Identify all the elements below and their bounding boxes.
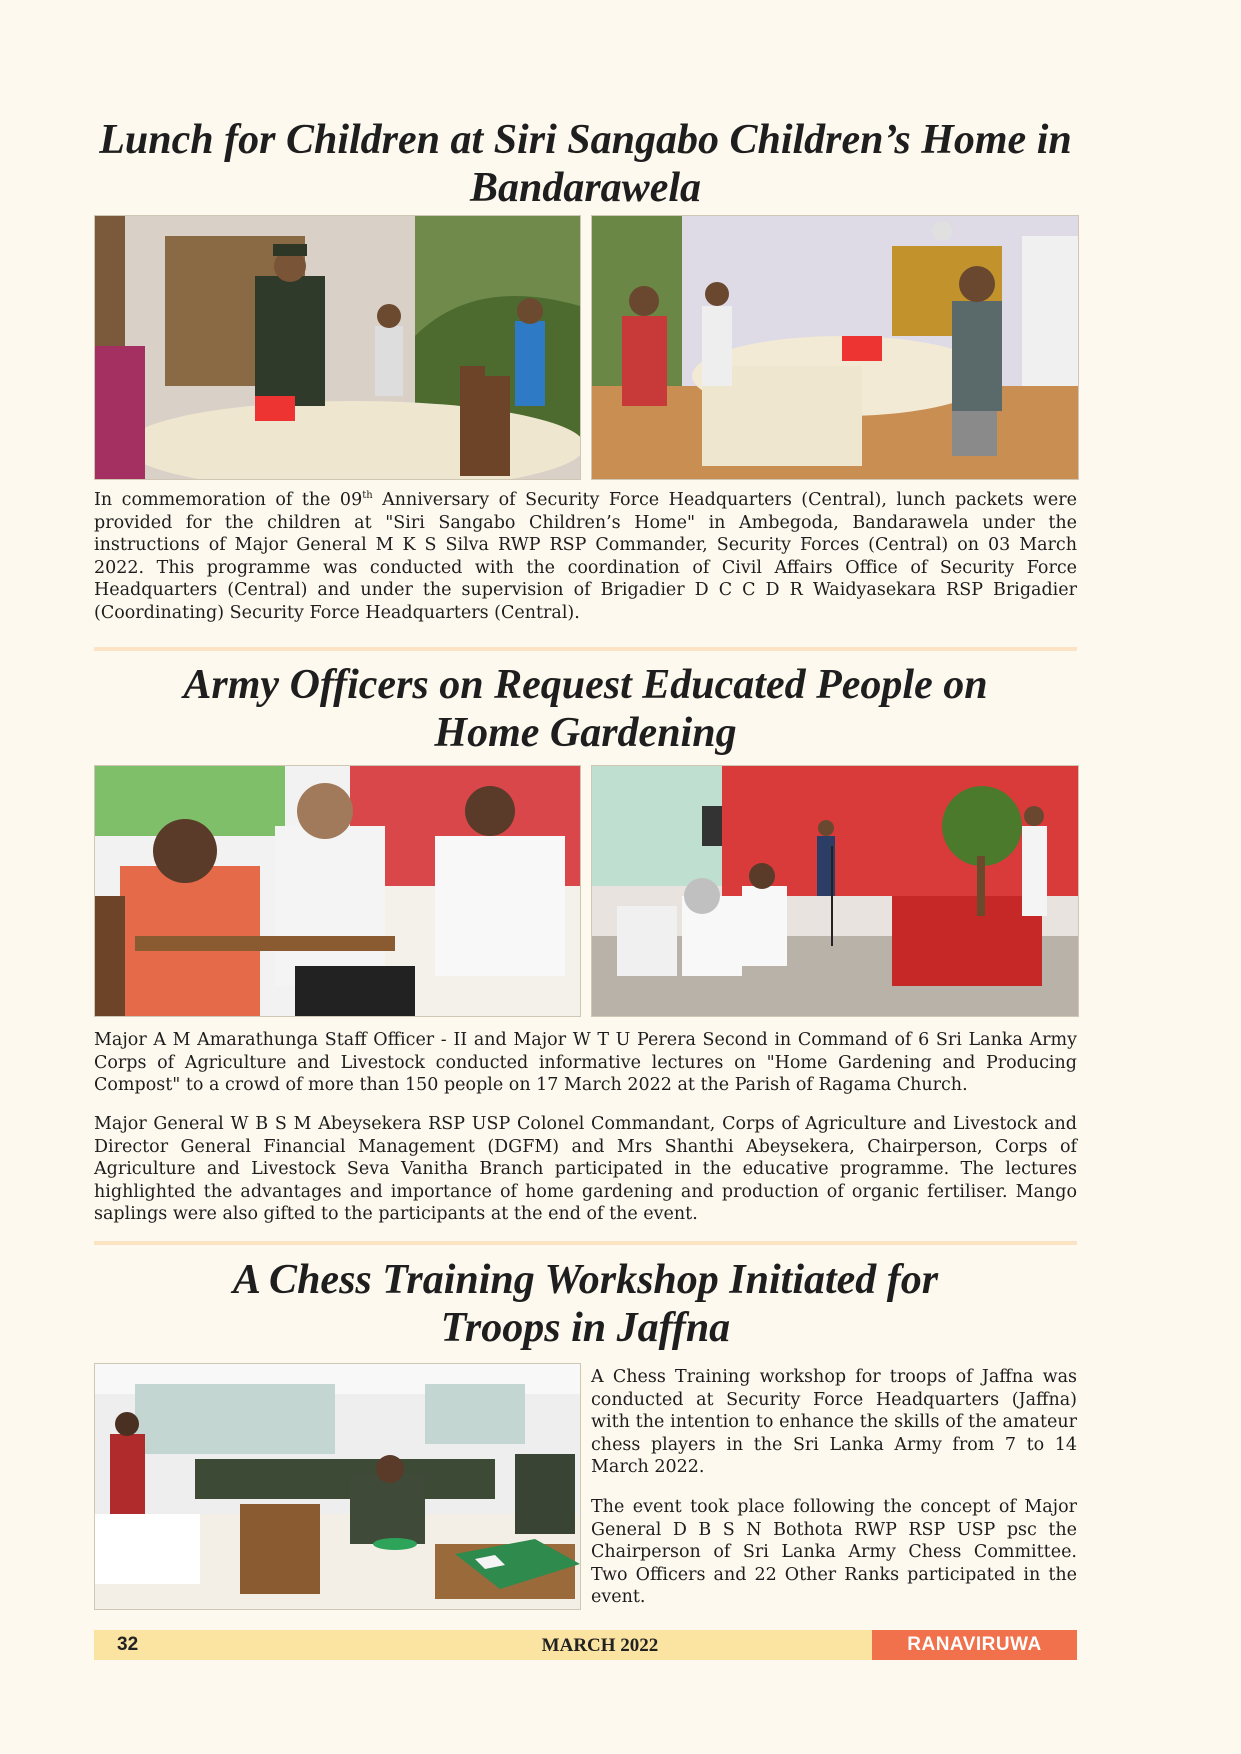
article-3-title-line-1: A Chess Training Workshop Initiated for: [232, 1257, 939, 1303]
article-1-title-line-1: Lunch for Children at Siri Sangabo Children’s Home in: [99, 117, 1072, 163]
article-1-body: [94, 489, 1077, 625]
article-3-title-line-2: Troops in Jaffna: [440, 1305, 731, 1351]
page-number: 32: [117, 1634, 139, 1655]
article-3-title: [94, 1256, 1077, 1352]
article-1-body-part-a: In commemoration of the 09: [94, 490, 363, 510]
magazine-name: RANAVIRUWA: [872, 1630, 1077, 1660]
issue-date: MARCH 2022: [541, 1635, 659, 1656]
section-divider-1: [94, 647, 1077, 651]
article-2-paragraph-2: Major General W B S M Abeysekera RSP USP Colonel Commandant, Corps of Agriculture and Livestock and Director General Financial Management (DGFM) and Mrs Shanthi Abeysekera, Chairperson, Corps of Agriculture and Livestock Seva Vanitha Branch participated in the educative programme. The lectures highlighted the advantages and importance of home gardening and production of organic fertiliser. Mango saplings were also gifted to the participants at the end of the event.: [94, 1114, 1077, 1225]
gardening-audience-photo: [94, 765, 581, 1017]
section-divider-2: [94, 1241, 1077, 1245]
gardening-lecture-hall-photo: [591, 765, 1079, 1017]
article-1-title: [94, 116, 1077, 212]
article-3-paragraph-1: A Chess Training workshop for troops of Jaffna was conducted at Security Force Headquarters (Jaffna) with the intention to enhance the skills of the amateur chess players in the Sri Lanka Army from 7 to 14 March 2022.: [591, 1367, 1077, 1478]
article-1-title-line-2: Bandarawela: [469, 165, 702, 211]
article-2-title: [94, 661, 1077, 757]
ordinal-suffix: th: [362, 490, 373, 502]
chess-workshop-photo: [94, 1363, 581, 1610]
article-1-body-part-b: Anniversary of Security Force Headquarters (Central), lunch packets were provided for the children at "Siri Sangabo Children’s Home" in Ambegoda, Bandarawela under the instructions of Major General M K S Silva RWP RSP Commander, Security Forces (Central) on 03 March 2022. This programme was conducted with the coordination of Civil Affairs Office of Security Force Headquarters (Central) and under the supervision of Brigadier D C C D R Waidyasekara RSP Brigadier (Coordinating) Security Force Headquarters (Central).: [94, 490, 1077, 623]
article-3-paragraph-2: The event took place following the concept of Major General D B S N Bothota RWP RSP USP psc the Chairperson of Sri Lanka Army Chess Committee. Two Officers and 22 Other Ranks participated in the event.: [591, 1497, 1077, 1608]
lunch-officer-serving-photo: [94, 215, 581, 480]
lunch-children-at-table-photo: [591, 215, 1079, 480]
article-2-title-line-2: Home Gardening: [434, 710, 737, 756]
article-2-paragraph-1: Major A M Amarathunga Staff Officer - II and Major W T U Perera Second in Command of 6 Sri Lanka Army Corps of Agriculture and Livestock conducted informative lectures on "Home Gardening and Producing Compost" to a crowd of more than 150 people on 17 March 2022 at the Parish of Ragama Church.: [94, 1030, 1077, 1096]
article-2-title-line-1: Army Officers on Request Educated People on: [183, 662, 988, 708]
